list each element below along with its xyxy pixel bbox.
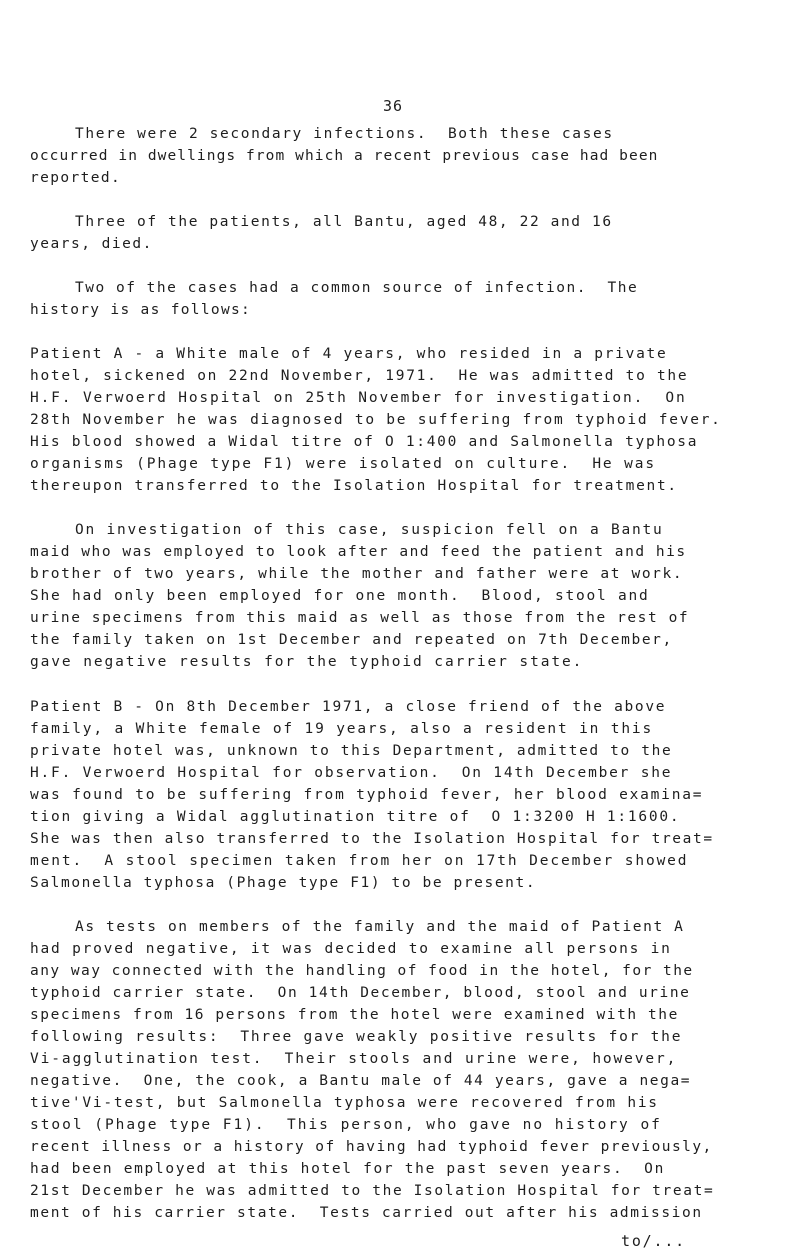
text-line: private hotel was, unknown to this Department, admitted to the — [30, 743, 673, 759]
text-line: 28th November he was diagnosed to be suffering from typhoid fever. — [30, 412, 722, 428]
text-line: had proved negative, it was decided to examine all persons in — [30, 941, 672, 957]
page-number: 36 — [383, 97, 404, 115]
text-line: She was then also transferred to the Isolation Hospital for treat= — [30, 831, 714, 847]
text-line: Vi-agglutination test. Their stools and urine were, however, — [30, 1051, 678, 1067]
text-line: Patient A - a White male of 4 years, who resided in a private — [30, 346, 668, 362]
text-line: years, died. — [30, 236, 153, 252]
text-line: typhoid carrier state. On 14th December, blood, stool and urine — [30, 985, 691, 1001]
text-line: 21st December he was admitted to the Isolation Hospital for treat= — [30, 1183, 715, 1199]
text-line: Salmonella typhosa (Phage type F1) to be present. — [30, 875, 537, 891]
text-line: tion giving a Widal agglutination titre of O 1:3200 H 1:1600. — [30, 809, 681, 825]
text-line: hotel, sickened on 22nd November, 1971. He was admitted to the — [30, 368, 689, 384]
text-line: urine specimens from this maid as well as those from the rest of — [30, 610, 690, 626]
text-line: organisms (Phage type F1) were isolated on culture. He was — [30, 456, 656, 472]
text-line: Patient B - On 8th December 1971, a close friend of the above — [30, 699, 667, 715]
text-line: gave negative results for the typhoid carrier state. — [30, 654, 584, 670]
text-line: ment of his carrier state. Tests carried out after his admission — [30, 1205, 703, 1221]
text-line: ment. A stool specimen taken from her on 17th December showed — [30, 853, 689, 869]
text-line: reported. — [30, 170, 122, 186]
text-line: specimens from 16 persons from the hotel were examined with the — [30, 1007, 679, 1023]
text-line: H.F. Verwoerd Hospital for observation. On 14th December she — [30, 765, 673, 781]
text-line: stool (Phage type F1). This person, who gave no history of — [30, 1117, 662, 1133]
text-line: brother of two years, while the mother and father were at work. — [30, 566, 684, 582]
text-line: family, a White female of 19 years, also a resident in this — [30, 721, 654, 737]
text-line: negative. One, the cook, a Bantu male of 44 years, gave a nega= — [30, 1073, 692, 1089]
text-line: was found to be suffering from typhoid fever, her blood examina= — [30, 787, 704, 803]
text-line: There were 2 secondary infections. Both these cases — [75, 126, 614, 142]
text-line: As tests on members of the family and the maid of Patient A — [75, 919, 685, 935]
text-line: history is as follows: — [30, 302, 252, 318]
continuation-marker: to/... — [621, 1232, 686, 1250]
text-line: recent illness or a history of having had typhoid fever previously, — [30, 1139, 713, 1155]
text-line: H.F. Verwoerd Hospital on 25th November for investigation. On — [30, 390, 687, 406]
text-line: His blood showed a Widal titre of O 1:400 and Salmonella typhosa — [30, 434, 699, 450]
text-line: maid who was employed to look after and feed the patient and his — [30, 544, 687, 560]
text-line: Three of the patients, all Bantu, aged 48, 22 and 16 — [75, 214, 613, 230]
text-line: tive'Vi-test, but Salmonella typhosa were recovered from his — [30, 1095, 659, 1111]
text-line: had been employed at this hotel for the past seven years. On — [30, 1161, 665, 1177]
text-line: the family taken on 1st December and repeated on 7th December, — [30, 632, 673, 648]
text-line: any way connected with the handling of food in the hotel, for the — [30, 963, 694, 979]
text-line: occurred in dwellings from which a recent previous case had been — [30, 148, 659, 164]
text-line: thereupon transferred to the Isolation Hospital for treatment. — [30, 478, 678, 494]
text-line: following results: Three gave weakly positive results for the — [30, 1029, 683, 1045]
text-line: On investigation of this case, suspicion fell on a Bantu — [75, 522, 664, 538]
text-line: Two of the cases had a common source of infection. The — [75, 280, 639, 296]
text-line: She had only been employed for one month. Blood, stool and — [30, 588, 650, 604]
